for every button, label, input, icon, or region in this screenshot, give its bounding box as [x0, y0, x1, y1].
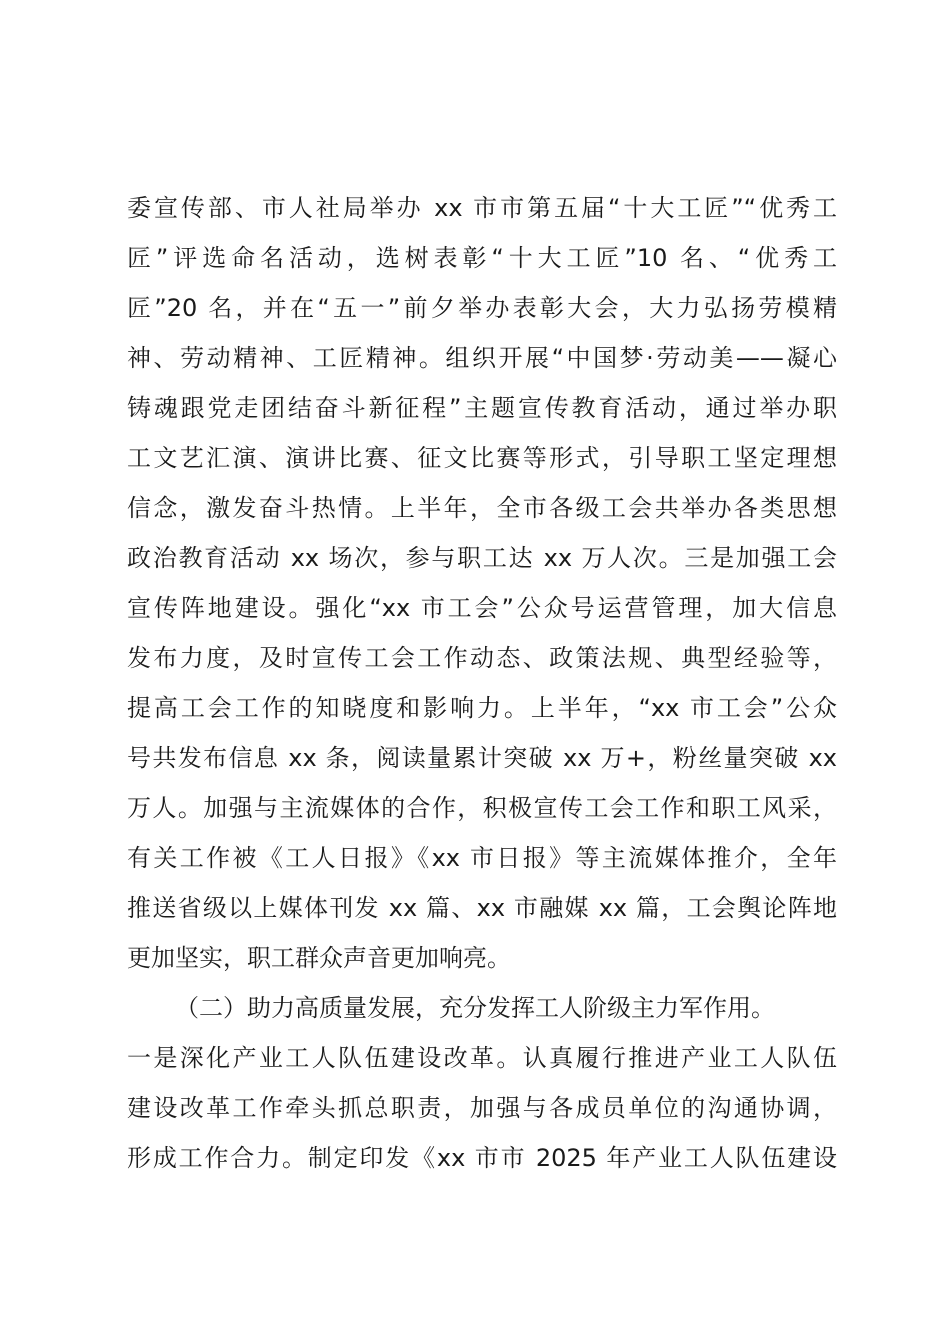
text-line: 匠”评选命名活动，选树表彰“十大工匠”10 名、“优秀工 — [127, 244, 837, 272]
text-line: 有关工作被《工人日报》《xx 市日报》等主流媒体推介，全年 — [127, 844, 837, 872]
text-line: 推送省级以上媒体刊发 xx 篇、xx 市融媒 xx 篇，工会舆论阵地 — [127, 894, 837, 922]
text-line: 建设改革工作牵头抓总职责，加强与各成员单位的沟通协调， — [127, 1094, 837, 1122]
section-heading: （二）助力高质量发展，充分发挥工人阶级主力军作用。 — [175, 994, 775, 1022]
text-line: 形成工作合力。制定印发《xx 市市 2025 年产业工人队伍建设 — [127, 1144, 837, 1172]
text-line: 提高工会工作的知晓度和影响力。上半年，“xx 市工会”公众 — [127, 694, 837, 722]
text-line: 号共发布信息 xx 条，阅读量累计突破 xx 万+，粉丝量突破 xx — [127, 744, 837, 772]
text-line: 万人。加强与主流媒体的合作，积极宣传工会工作和职工风采， — [127, 794, 837, 822]
text-line: 一是深化产业工人队伍建设改革。认真履行推进产业工人队伍 — [127, 1044, 837, 1072]
document-body — [127, 183, 837, 1183]
text-line: 信念，激发奋斗热情。上半年，全市各级工会共举办各类思想 — [127, 494, 837, 522]
text-line: 发布力度，及时宣传工会工作动态、政策法规、典型经验等， — [127, 644, 837, 672]
text-line: 匠”20 名，并在“五一”前夕举办表彰大会，大力弘扬劳模精 — [127, 294, 837, 322]
text-line: 工文艺汇演、演讲比赛、征文比赛等形式，引导职工坚定理想 — [127, 444, 837, 472]
text-line: 铸魂跟党走团结奋斗新征程”主题宣传教育活动，通过举办职 — [127, 394, 837, 422]
text-line: 委宣传部、市人社局举办 xx 市市第五届“十大工匠”“优秀工 — [127, 194, 837, 222]
text-line-paragraph-end: 更加坚实，职工群众声音更加响亮。 — [127, 944, 511, 972]
text-line: 神、劳动精神、工匠精神。组织开展“中国梦·劳动美——凝心 — [127, 344, 837, 372]
text-line: 宣传阵地建设。强化“xx 市工会”公众号运营管理，加大信息 — [127, 594, 837, 622]
text-line: 政治教育活动 xx 场次，参与职工达 xx 万人次。三是加强工会 — [127, 544, 837, 572]
